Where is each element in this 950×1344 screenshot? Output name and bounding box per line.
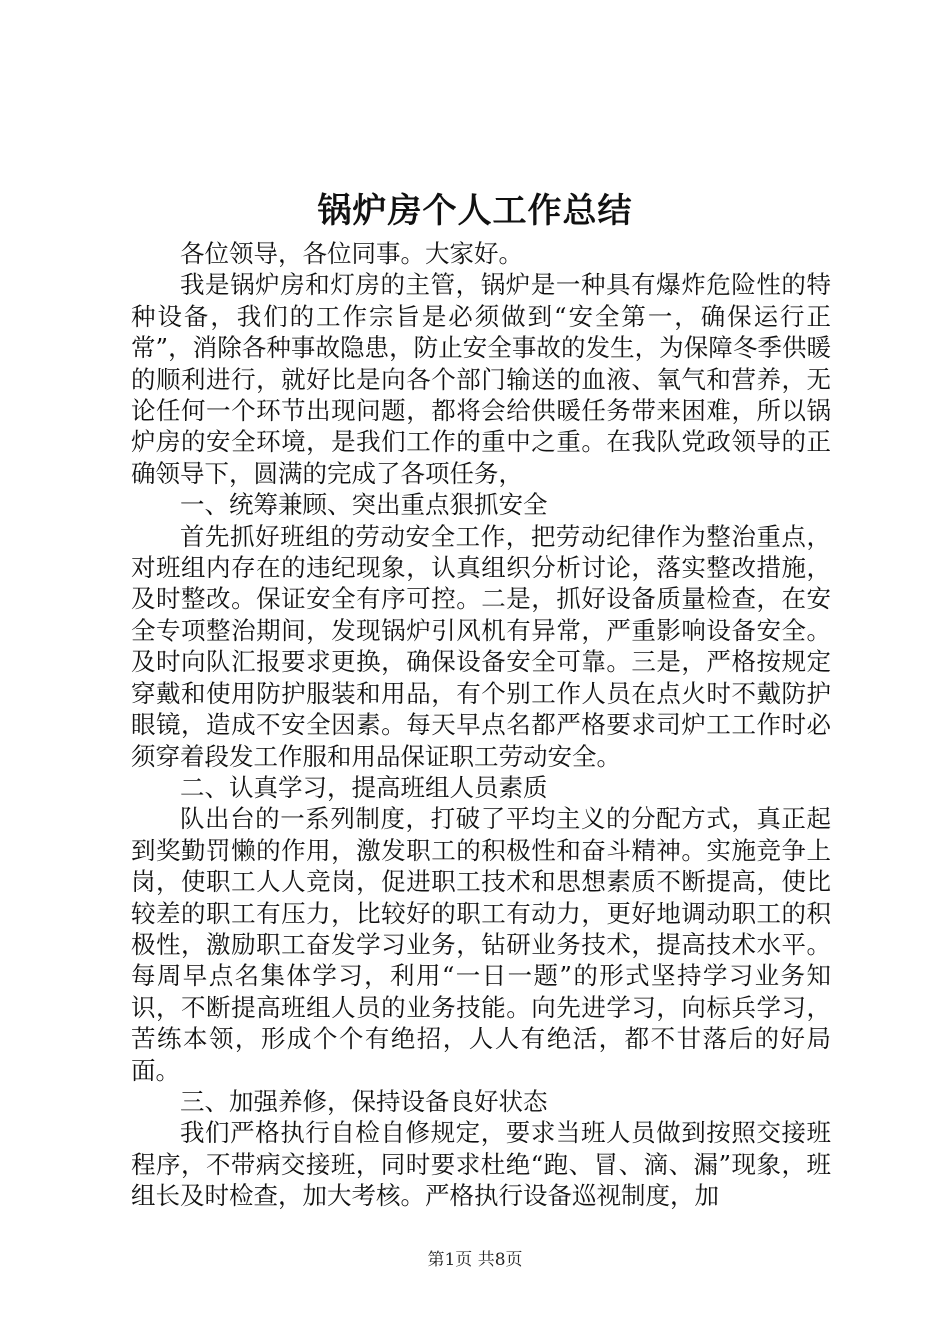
section-heading-1: 一、统筹兼顾、突出重点狠抓安全 xyxy=(180,490,548,520)
section-paragraph-2: 队出台的一系列制度，打破了平均主义的分配方式，真正起到奖勤罚懒的作用，激发职工的积极性和奋斗精神。实施竞争上岗，使职工人人竞岗，促进职工技术和思想素质不断提高，使比较差的职工有压力，比较好的职工有动力，更好地调动职工的积极性，激励职工奋发学习业务，钻研业务技术，提高技术水平。每周早点名集体学习，利用“一日一题”的形式坚持学习业务知识，不断提高班组人员的业务技能。向先进学习，向标兵学习，苦练本领，形成个个有绝招，人人有绝活，都不甘落后的好局面。 xyxy=(131,804,831,1085)
section-paragraph-1: 首先抓好班组的劳动安全工作，把劳动纪律作为整治重点，对班组内存在的违纪现象，认真组织分析讨论，落实整改措施，及时整改。保证安全有序可控。二是，抓好设备质量检查，在安全专项整治期间，发现锅炉引风机有异常，严重影响设备安全。及时向队汇报要求更换，确保设备安全可靠。三是，严格按规定穿戴和使用防护服装和用品，有个别工作人员在点火时不戴防护眼镜，造成不安全因素。每天早点名都严格要求司炉工工作时必须穿着段发工作服和用品保证职工劳动安全。 xyxy=(131,521,831,771)
page-footer: 第1页 共8页 xyxy=(427,1250,523,1270)
document-body xyxy=(131,238,831,1212)
intro-paragraph: 我是锅炉房和灯房的主管，锅炉是一种具有爆炸危险性的特种设备，我们的工作宗旨是必须做到“安全第一，确保运行正常”，消除各种事故隐患，防止安全事故的发生，为保障冬季供暖的顺利进行，就好比是向各个部门输送的血液、氧气和营养，无论任何一个环节出现问题，都将会给供暖任务带来困难，所以锅炉房的安全环境，是我们工作的重中之重。在我队党政领导的正确领导下，圆满的完成了各项任务， xyxy=(131,270,831,488)
document-title: 锅炉房个人工作总结 xyxy=(317,191,633,231)
section-paragraph-3: 我们严格执行自检自修规定，要求当班人员做到按照交接班程序，不带病交接班，同时要求杜绝“跑、冒、滴、漏”现象，班组长及时检查，加大考核。严格执行设备巡视制度，加 xyxy=(131,1118,831,1211)
section-heading-2: 二、认真学习，提高班组人员素质 xyxy=(180,772,548,802)
section-heading-3: 三、加强养修，保持设备良好状态 xyxy=(180,1086,548,1116)
greeting-paragraph: 各位领导，各位同事。大家好。 xyxy=(180,239,523,268)
